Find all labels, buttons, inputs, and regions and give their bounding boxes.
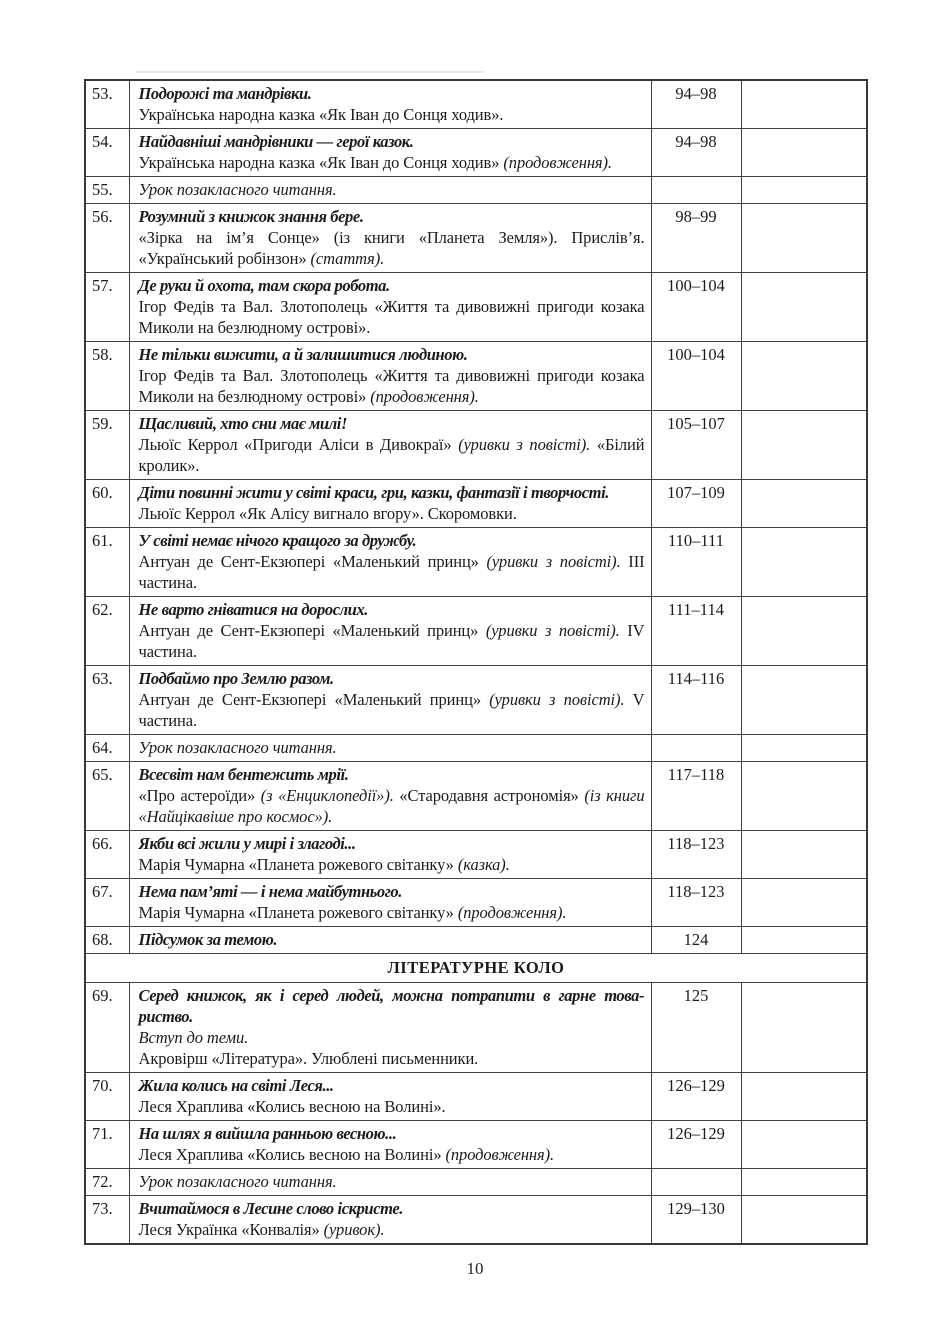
table-row [85, 1169, 867, 1196]
row-number-cell: 67. [85, 879, 129, 927]
table-row [85, 129, 867, 177]
italic-note: (уривки з повісті). [486, 552, 621, 571]
row-number-cell: 70. [85, 1073, 129, 1121]
lesson-description [139, 434, 645, 476]
text-segment: «Білий кролик». [138, 435, 645, 475]
lesson-description [139, 620, 645, 662]
table-row [85, 411, 867, 480]
table-row [85, 480, 867, 528]
table-row [85, 983, 867, 1073]
row-number-cell: 73. [85, 1196, 129, 1245]
lesson-title: У світі немає нічого кращого за дружбу. [138, 531, 417, 550]
lesson-title: Подорожі та мандрівки. [138, 84, 312, 103]
notes-cell [741, 528, 867, 597]
text-segment: V частина. [138, 690, 645, 730]
row-number-cell: 53. [85, 80, 129, 129]
text-segment: Антуан де Сент-Екзюпері «Маленький принц» [138, 621, 486, 640]
text-segment: Акровірш «Література». Улюблені письменники. [138, 1049, 479, 1068]
table-row [85, 80, 867, 129]
pages-cell: 94–98 [651, 129, 741, 177]
lesson-title: Де руки й охота, там скора робота. [138, 276, 390, 295]
notes-cell [741, 1073, 867, 1121]
toc-table [84, 79, 868, 1245]
row-number-cell: 55. [85, 177, 129, 204]
text-segment: Антуан де Сент-Екзюпері «Маленький принц» [138, 552, 487, 571]
row-number-cell: 54. [85, 129, 129, 177]
lesson-title: Подбаймо про Землю разом. [138, 669, 334, 688]
lesson-cell [129, 1121, 651, 1169]
lesson-description [139, 179, 645, 200]
lesson-description [139, 227, 645, 269]
text-segment: «Про астероїди» [138, 786, 261, 805]
text-segment: Леся Храплива «Колись весною на Волині» [138, 1145, 446, 1164]
lesson-description [139, 785, 645, 827]
notes-cell [741, 177, 867, 204]
text-segment: Антуан де Сент-Екзюпері «Маленький принц» [138, 690, 490, 709]
row-number-cell: 58. [85, 342, 129, 411]
pages-cell: 114–116 [651, 666, 741, 735]
lesson-description [139, 551, 645, 593]
lesson-cell [129, 666, 651, 735]
section-header-row [85, 954, 867, 983]
italic-note: (продовження). [457, 903, 567, 922]
table-row [85, 666, 867, 735]
row-number-cell: 65. [85, 762, 129, 831]
text-segment: Українська народна казка «Як Іван до Сонця ходив» [138, 153, 504, 172]
row-number-cell: 66. [85, 831, 129, 879]
lesson-description [139, 689, 645, 731]
pages-cell: 111–114 [651, 597, 741, 666]
text-segment: Марія Чумарна «Планета рожевого світанку» [138, 903, 458, 922]
table-row [85, 735, 867, 762]
italic-note: (стаття). [310, 249, 385, 268]
row-number-cell: 59. [85, 411, 129, 480]
italic-note: (уривки з повісті). [458, 435, 591, 454]
lesson-description [139, 1144, 645, 1165]
lesson-title: Якби всі жили у мирі і злагоді... [138, 834, 356, 853]
row-number-cell: 64. [85, 735, 129, 762]
row-number-cell: 72. [85, 1169, 129, 1196]
table-row [85, 762, 867, 831]
lesson-cell [129, 411, 651, 480]
lesson-cell [129, 80, 651, 129]
lesson-title: Вчитаймося в Лесине слово іскристе. [138, 1199, 403, 1218]
notes-cell [741, 411, 867, 480]
text-segment: Марія Чумарна «Планета рожевого світанку» [138, 855, 458, 874]
lesson-title: Всесвіт нам бентежить мрії. [138, 765, 349, 784]
table-row [85, 879, 867, 927]
row-number-cell: 61. [85, 528, 129, 597]
lesson-description [139, 104, 645, 125]
section-title: ЛІТЕРАТУРНЕ КОЛО [85, 954, 867, 983]
table-row [85, 1073, 867, 1121]
table-row [85, 1196, 867, 1245]
lesson-description [139, 1171, 645, 1192]
pages-cell: 100–104 [651, 273, 741, 342]
pages-cell: 100–104 [651, 342, 741, 411]
lesson-cell [129, 1073, 651, 1121]
lesson-description [139, 1048, 645, 1069]
lesson-cell [129, 879, 651, 927]
pages-cell: 124 [651, 927, 741, 954]
pages-cell: 126–129 [651, 1121, 741, 1169]
scan-artifact-line [136, 71, 484, 73]
table-row [85, 273, 867, 342]
text-segment: Леся Храплива «Колись весною на Волині». [138, 1097, 446, 1116]
italic-note: Урок позакласного читання. [138, 180, 337, 199]
lesson-cell [129, 342, 651, 411]
lesson-description [139, 503, 645, 524]
pages-cell: 94–98 [651, 80, 741, 129]
pages-cell: 117–118 [651, 762, 741, 831]
lesson-description [139, 737, 645, 758]
pages-cell [651, 735, 741, 762]
lesson-cell [129, 831, 651, 879]
notes-cell [741, 666, 867, 735]
lesson-title: Не варто гніватися на дорослих. [138, 600, 369, 619]
notes-cell [741, 342, 867, 411]
text-segment: Ігор Федів та Вал. Злотополець «Життя та дивовижні пригоди козака Миколи на безлюдному острові». [138, 297, 645, 337]
row-number-cell: 62. [85, 597, 129, 666]
italic-note: Урок позакласного читання. [138, 738, 337, 757]
text-segment: III частина. [138, 552, 645, 592]
notes-cell [741, 597, 867, 666]
text-segment: Льюїс Керрол «Пригоди Аліси в Дивокраї» [138, 435, 459, 454]
lesson-cell [129, 735, 651, 762]
lesson-title: Жила колись на світі Леся... [138, 1076, 334, 1095]
text-segment: IV частина. [138, 621, 645, 661]
text-segment: Льюїс Керрол «Як Алісу вигнало вгору». Скоромовки. [138, 504, 517, 523]
notes-cell [741, 480, 867, 528]
lesson-cell [129, 927, 651, 954]
pages-cell: 118–123 [651, 879, 741, 927]
lesson-title: Нема пам’яті — і нема майбутнього. [138, 882, 403, 901]
table-row [85, 831, 867, 879]
pages-cell: 125 [651, 983, 741, 1073]
table-row [85, 342, 867, 411]
table-row [85, 1121, 867, 1169]
italic-note: (уривки з повісті). [489, 690, 625, 709]
row-number-cell: 57. [85, 273, 129, 342]
page-number: 10 [466, 1259, 484, 1278]
text-segment: «Стародавня астрономія» [393, 786, 585, 805]
italic-note: (продовження). [370, 387, 479, 406]
table-row [85, 528, 867, 597]
pages-cell: 126–129 [651, 1073, 741, 1121]
text-segment: Леся Українка «Конвалія» [138, 1220, 324, 1239]
italic-note: (із книги «Найцікавіше про космос»). [138, 786, 645, 826]
pages-cell: 129–130 [651, 1196, 741, 1245]
pages-cell [651, 1169, 741, 1196]
lesson-description [139, 1027, 645, 1048]
lesson-description [139, 296, 645, 338]
lesson-description [139, 152, 645, 173]
italic-note: (казка). [457, 855, 510, 874]
table-row [85, 597, 867, 666]
lesson-cell [129, 762, 651, 831]
row-number-cell: 60. [85, 480, 129, 528]
toc-table-body [85, 80, 867, 1244]
notes-cell [741, 80, 867, 129]
pages-cell: 98–99 [651, 204, 741, 273]
lesson-title: Діти повинні жити у світі краси, гри, казки, фантазії і творчості. [138, 483, 609, 502]
notes-cell [741, 1196, 867, 1245]
lesson-cell [129, 273, 651, 342]
lesson-cell [129, 528, 651, 597]
italic-note: (продовження). [503, 153, 612, 172]
italic-note: (уривок). [323, 1220, 385, 1239]
lesson-cell [129, 1196, 651, 1245]
notes-cell [741, 204, 867, 273]
table-row [85, 204, 867, 273]
notes-cell [741, 273, 867, 342]
table-row [85, 927, 867, 954]
lesson-description [139, 365, 645, 407]
lesson-title: Щасливий, хто сни має милі! [138, 414, 347, 433]
lesson-description [139, 902, 645, 923]
lesson-title: Найдавніші мандрівники — герої казок. [138, 132, 414, 151]
lesson-cell [129, 204, 651, 273]
italic-note: (продовження). [445, 1145, 555, 1164]
notes-cell [741, 129, 867, 177]
notes-cell [741, 735, 867, 762]
row-number-cell: 63. [85, 666, 129, 735]
row-number-cell: 56. [85, 204, 129, 273]
lesson-description [139, 1219, 645, 1240]
lesson-cell [129, 983, 651, 1073]
row-number-cell: 69. [85, 983, 129, 1073]
italic-note: (з «Енциклопедії»). [260, 786, 394, 805]
lesson-cell [129, 177, 651, 204]
notes-cell [741, 879, 867, 927]
italic-note: (уривки з повісті). [485, 621, 620, 640]
lesson-description [139, 1096, 645, 1117]
notes-cell [741, 762, 867, 831]
lesson-title: На шлях я вийшла ранньою весною... [138, 1124, 397, 1143]
notes-cell [741, 831, 867, 879]
text-segment: Українська народна казка «Як Іван до Сонця ходив». [138, 105, 504, 124]
row-number-cell: 71. [85, 1121, 129, 1169]
pages-cell: 118–123 [651, 831, 741, 879]
notes-cell [741, 927, 867, 954]
lesson-cell [129, 597, 651, 666]
notes-cell [741, 983, 867, 1073]
lesson-cell [129, 480, 651, 528]
lesson-cell [129, 1169, 651, 1196]
notes-cell [741, 1169, 867, 1196]
notes-cell [741, 1121, 867, 1169]
text-segment: Ігор Федів та Вал. Злотополець «Життя та дивовижні пригоди козака Миколи на безлюдному острові» [138, 366, 645, 406]
italic-note: Вступ до теми. [138, 1028, 249, 1047]
text-segment: «Зірка на ім’я Сонце» (із книги «Планета Земля»). Прислів’я. «Український робінзон» [138, 228, 645, 268]
lesson-cell [129, 129, 651, 177]
pages-cell: 107–109 [651, 480, 741, 528]
italic-note: Урок позакласного читання. [138, 1172, 337, 1191]
row-number-cell: 68. [85, 927, 129, 954]
pages-cell [651, 177, 741, 204]
lesson-title: Не тільки вижити, а й залишитися людиною. [138, 345, 468, 364]
lesson-description [139, 854, 645, 875]
lesson-title: Підсумок за темою. [138, 930, 278, 949]
table-row [85, 177, 867, 204]
lesson-title: Серед книжок, як і серед людей, можна потрапити в гарне товариство. [138, 986, 645, 1026]
pages-cell: 105–107 [651, 411, 741, 480]
lesson-title: Розумний з книжок знання бере. [138, 207, 364, 226]
pages-cell: 110–111 [651, 528, 741, 597]
